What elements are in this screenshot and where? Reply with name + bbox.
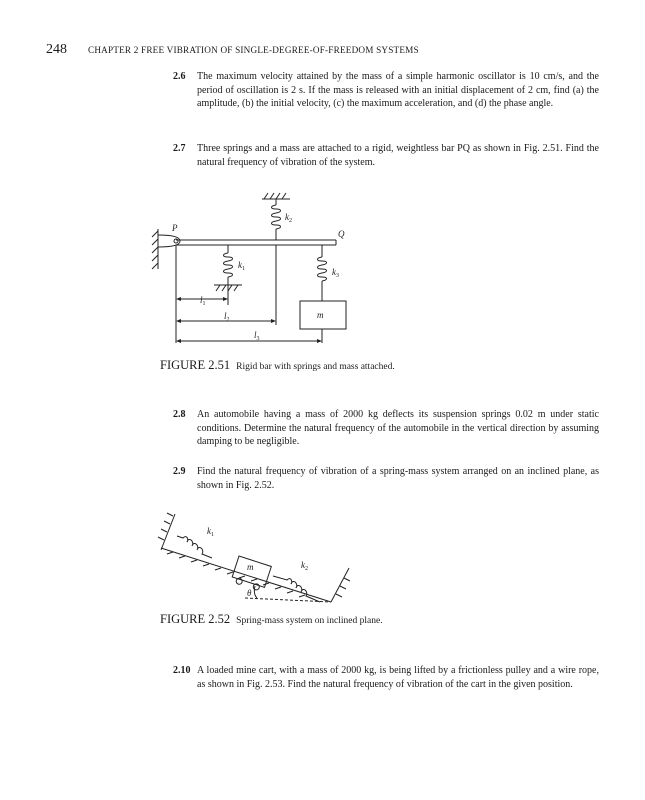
problem-2-10 [173, 664, 599, 691]
figure-2-52-caption [160, 613, 420, 628]
figure-2-52-diagram [155, 510, 355, 610]
label-l1: $l_1$ [200, 295, 206, 307]
label-k2: $k_2$ [301, 560, 308, 572]
label-k1: $k_1$ [207, 526, 214, 538]
problem-text: A loaded mine cart, with a mass of 2000 kg, is being lifted by a frictionless pulley and a wire rope, as shown in Fig. 2.53. Find the natural frequency of vibration of the cart in the given position. [197, 665, 599, 690]
caption-text: Rigid bar with springs and mass attached. [236, 362, 395, 372]
problem-number: 2.6 [173, 71, 186, 82]
label-k2: $k_2$ [285, 212, 292, 224]
problem-number: 2.7 [173, 143, 186, 154]
problem-text: Find the natural frequency of vibration of a spring-mass system arranged on an inclined plane, as shown in Fig. 2.52. [197, 466, 599, 491]
problem-text: Three springs and a mass are attached to a rigid, weightless bar PQ as shown in Fig. 2.51. Find the natural frequency of vibration of the system. [197, 143, 599, 168]
label-k1: $k_1$ [238, 260, 245, 272]
problem-number: 2.10 [173, 665, 191, 676]
label-P: P [172, 223, 178, 233]
problem-2-7 [173, 142, 599, 169]
figure-2-51-diagram [150, 185, 380, 355]
problem-2-8 [173, 408, 599, 449]
problem-2-9 [173, 465, 599, 492]
figure-2-51-caption [160, 359, 420, 374]
label-l2: $l_2$ [224, 311, 230, 323]
problem-text: An automobile having a mass of 2000 kg deflects its suspension springs 0.02 m under static conditions. Determine the natural frequency of the automobile in the vertical direction by assuming damping to be negligible. [197, 409, 599, 448]
figure-label: FIGURE 2.52 [160, 612, 231, 626]
page-number: 248 [46, 42, 67, 57]
label-m: m [247, 562, 254, 572]
problem-text: The maximum velocity attained by the mass of a simple harmonic oscillator is 10 cm/s, and the period of oscillation is 2 s. If the mass is released with an initial displacement of 2 cm, find (a) the amplitude, (b) the initial velocity, (c) the maximum acceleration, and (d) the phase angle. [197, 71, 599, 110]
problem-2-6 [173, 70, 599, 111]
chapter-heading: CHAPTER 2 FREE VIBRATION OF SINGLE-DEGREE-OF-FREEDOM SYSTEMS [88, 45, 419, 55]
label-m: m [317, 310, 324, 320]
problem-number: 2.8 [173, 409, 186, 420]
problem-number: 2.9 [173, 466, 186, 477]
caption-text: Spring-mass system on inclined plane. [236, 616, 383, 626]
label-k3: $k_3$ [332, 267, 339, 279]
label-theta: θ [247, 588, 252, 598]
label-Q: Q [338, 229, 345, 239]
figure-label: FIGURE 2.51 [160, 358, 231, 372]
label-l3: $l_3$ [254, 330, 260, 342]
